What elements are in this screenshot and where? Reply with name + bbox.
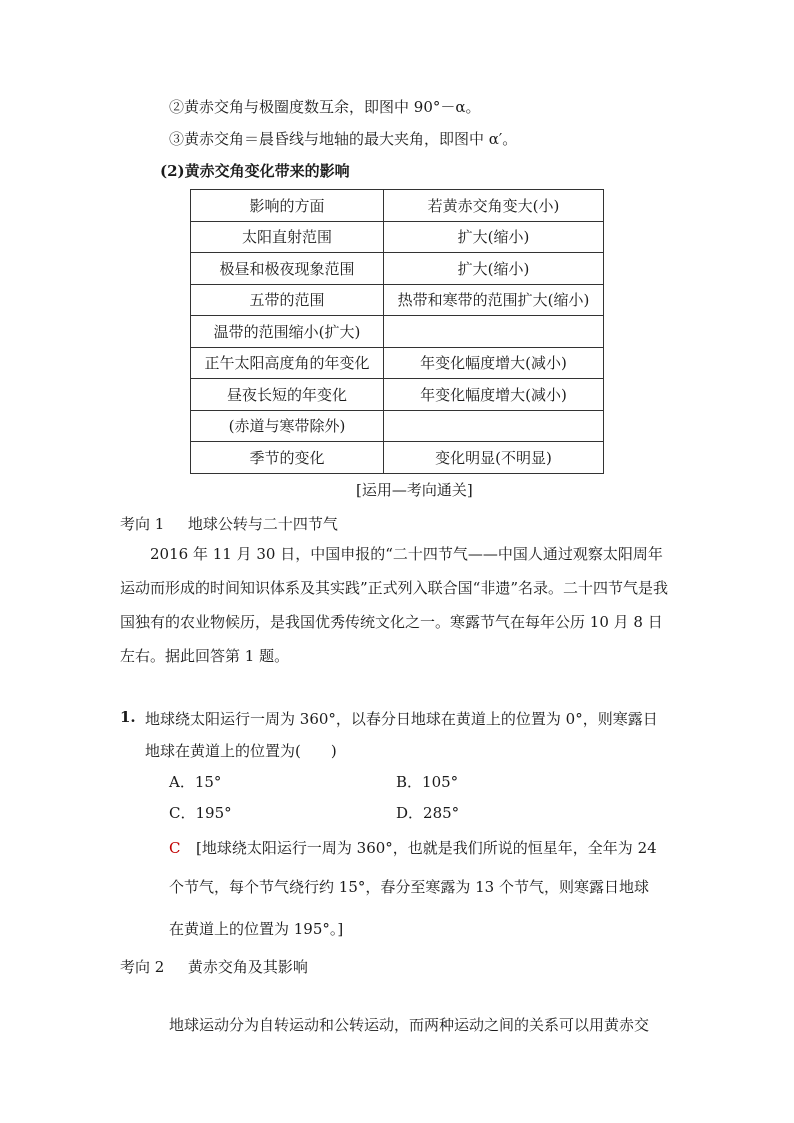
table-row	[191, 379, 604, 411]
kaoxiang-label: 考向 2	[120, 958, 165, 976]
table-cell: 季节的变化	[191, 442, 384, 474]
table-cell: 热带和寒带的范围扩大(缩小)	[384, 284, 604, 316]
text-line-3: ③黄赤交角＝晨昏线与地轴的最大夹角，即图中 α′。	[169, 130, 518, 148]
table-cell: 年变化幅度增大(减小)	[384, 347, 604, 379]
table-header-row	[191, 190, 604, 222]
table-header-cell: 若黄赤交角变大(小)	[384, 190, 604, 222]
question-number: 1.	[120, 708, 136, 726]
table-cell: 太阳直射范围	[191, 221, 384, 253]
question-stem-line-2: 地球在黄道上的位置为( )	[145, 742, 337, 760]
table-cell: 年变化幅度增大(减小)	[384, 379, 604, 411]
option-d: D．285°	[396, 804, 460, 822]
answer-line-2: 个节气，每个节气绕行约 15°，春分至寒露为 13 个节气，则寒露日地球	[169, 878, 649, 896]
table-cell	[384, 316, 604, 348]
impact-table	[190, 189, 604, 474]
kaoxiang-label: 考向 1	[120, 515, 165, 533]
table-row	[191, 284, 604, 316]
answer-explanation: [地球绕太阳运行一周为 360°，也就是我们所说的恒星年，全年为 24	[196, 839, 657, 857]
body-text-line: 地球运动分为自转运动和公转运动，而两种运动之间的关系可以用黄赤交	[169, 1016, 650, 1034]
table-cell: 温带的范围缩小(扩大)	[191, 316, 384, 348]
table-header-cell: 影响的方面	[191, 190, 384, 222]
table-cell: 扩大(缩小)	[384, 221, 604, 253]
table-row	[191, 442, 604, 474]
table-row	[191, 253, 604, 285]
table-cell: 昼夜长短的年变化	[191, 379, 384, 411]
table-row	[191, 221, 604, 253]
section-label: [运用—考向通关]	[356, 481, 473, 499]
sub-heading: (2)黄赤交角变化带来的影响	[160, 162, 350, 180]
table-cell: 极昼和极夜现象范围	[191, 253, 384, 285]
answer-line-1	[169, 837, 657, 858]
option-a: A．15°	[169, 773, 222, 791]
table-cell: 五带的范围	[191, 284, 384, 316]
answer-line-3: 在黄道上的位置为 195°。]	[169, 920, 344, 938]
table-cell: 正午太阳高度角的年变化	[191, 347, 384, 379]
kaoxiang-title: 黄赤交角及其影响	[187, 958, 308, 976]
table-row	[191, 410, 604, 442]
question-stem-line-1: 地球绕太阳运行一周为 360°，以春分日地球在黄道上的位置为 0°，则寒露日	[145, 710, 658, 728]
table-row	[191, 316, 604, 348]
option-c: C．195°	[169, 804, 232, 822]
table-cell	[384, 410, 604, 442]
table-row	[191, 347, 604, 379]
passage-paragraph: 2016 年 11 月 30 日，中国申报的“二十四节气——中国人通过观察太阳周年运动而形成的时间知识体系及其实践”正式列入联合国“非遗”名录。二十四节气是我国独有的农业物候历，是我国优秀传统文化之一。寒露节气在每年公历 10 月 8 日左右。据此回答第 1 题。	[120, 545, 669, 665]
answer-key: C	[169, 839, 181, 857]
kaoxiang-2-heading	[120, 956, 308, 977]
kaoxiang-title: 地球公转与二十四节气	[187, 515, 338, 533]
kaoxiang-1-heading	[120, 513, 338, 534]
option-b: B．105°	[396, 773, 459, 791]
table-cell: 扩大(缩小)	[384, 253, 604, 285]
table-cell: 变化明显(不明显)	[384, 442, 604, 474]
text-line-2: ②黄赤交角与极圈度数互余，即图中 90°－α。	[169, 98, 481, 116]
table-cell: (赤道与寒带除外)	[191, 410, 384, 442]
